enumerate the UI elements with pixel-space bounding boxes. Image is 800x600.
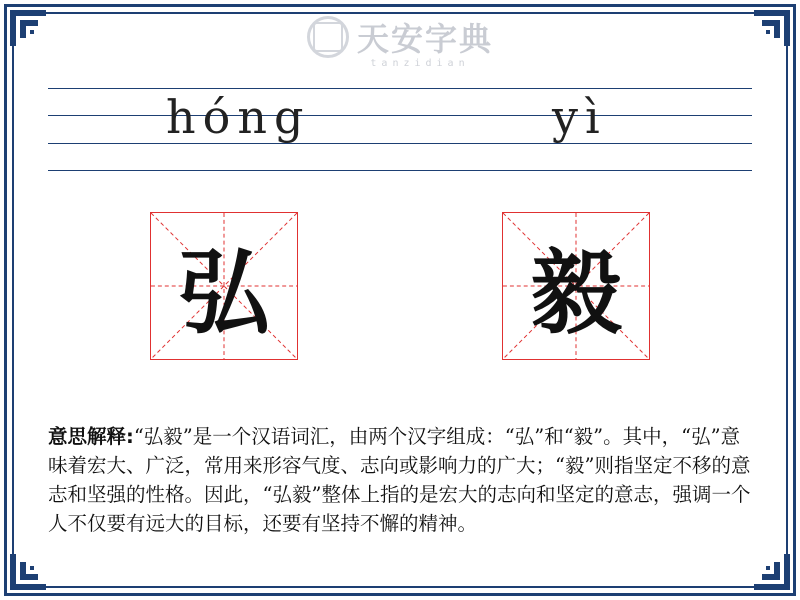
corner-ornament-icon <box>752 552 792 592</box>
character-box-1 <box>150 212 298 360</box>
pinyin-1: hóng <box>166 90 311 144</box>
explanation-separator: : <box>126 425 134 448</box>
brand-seal-icon <box>307 16 349 58</box>
character-2: 毅 <box>529 240 622 347</box>
explanation-label: 意思解释 <box>48 425 127 448</box>
character-box-2 <box>502 212 650 360</box>
brand-name: 天安字典 <box>356 20 493 58</box>
explanation-text: “弘毅”是一个汉语词汇，由两个汉字组成：“弘”和“毅”。其中，“弘”意味着宏大、广泛，常用来形容气度、志向或影响力的广大；“毅”则指坚定不移的意志和坚强的性格。因此，“弘毅”整体上指的是宏大的志向和坚定的意志，强调一个人不仅要有远大的目标，还要有坚持不懈的精神。 <box>48 425 751 535</box>
character-1: 弘 <box>177 240 270 347</box>
brand-watermark <box>0 14 800 69</box>
brand-subtitle: tanzidian <box>370 58 470 69</box>
pinyin-2: yì <box>552 90 607 144</box>
corner-ornament-icon <box>8 552 48 592</box>
pinyin-staff <box>48 88 752 172</box>
explanation-paragraph <box>48 422 754 538</box>
